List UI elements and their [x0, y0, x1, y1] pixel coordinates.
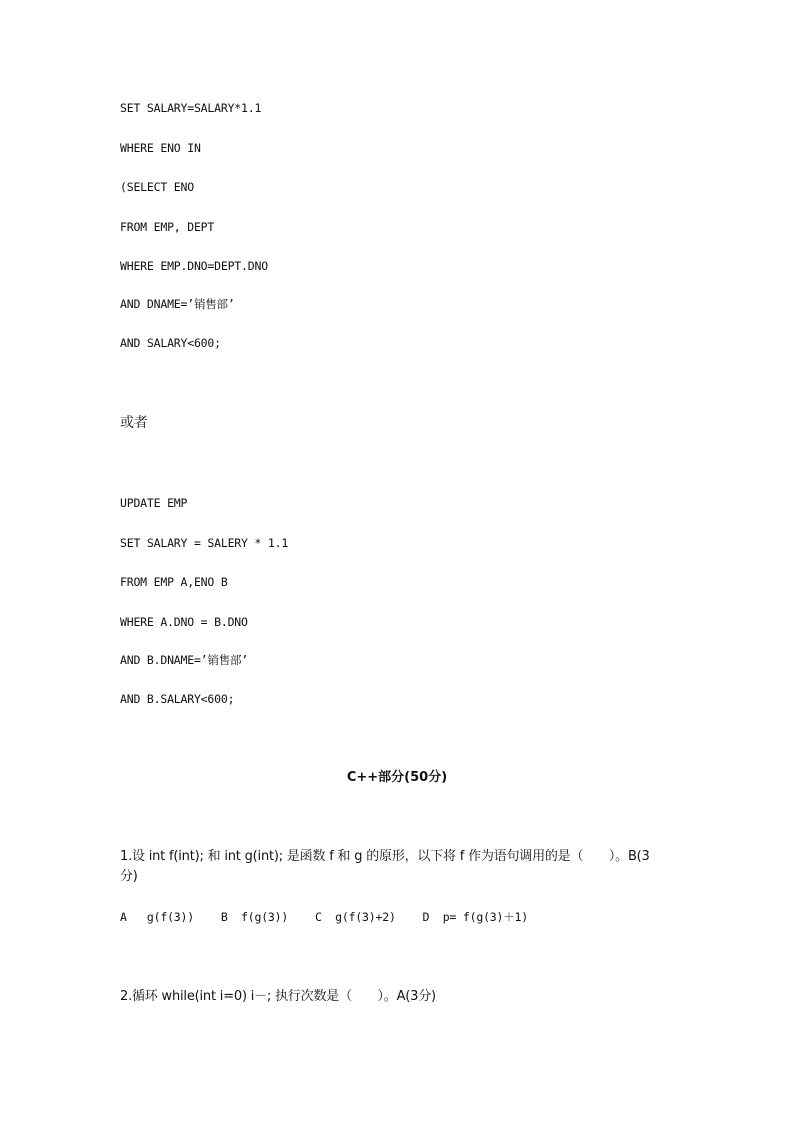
sql-line: SET SALARY = SALERY * 1.1 — [120, 536, 289, 550]
question-1-options: A g(f(3)) B f(g(3)) C g(f(3)+2) D p= f(g(3)＋1) — [120, 910, 528, 924]
sql-line: WHERE EMP.DNO=DEPT.DNO — [120, 259, 268, 273]
question-2-text: 2.循环 while(int i=0) i－; 执行次数是（ ）。A(3分) — [120, 989, 436, 1004]
sql-line: (SELECT ENO — [120, 180, 194, 194]
sql-line: FROM EMP A,ENO B — [120, 575, 228, 589]
sql-line: AND B.DNAME=’销售部’ — [120, 653, 249, 667]
sql-line: UPDATE EMP — [120, 496, 188, 510]
sql-line: AND B.SALARY<600; — [120, 692, 235, 706]
or-text: 或者 — [120, 415, 148, 431]
sql-line: AND DNAME=’销售部’ — [120, 297, 235, 311]
sql-line: FROM EMP, DEPT — [120, 220, 215, 234]
section-heading: C++部分(50分) — [346, 770, 448, 785]
sql-line: AND SALARY<600; — [120, 336, 221, 350]
question-1-text: 1.设 int f(int); 和 int g(int); 是函数 f 和 g 的原形，以下将 f 作为语句调用的是（ ）。B(3分) — [120, 849, 650, 884]
sql-line: WHERE A.DNO = B.DNO — [120, 615, 248, 629]
sql-line: SET SALARY=SALARY*1.1 — [120, 101, 262, 115]
sql-line: WHERE ENO IN — [120, 141, 201, 155]
